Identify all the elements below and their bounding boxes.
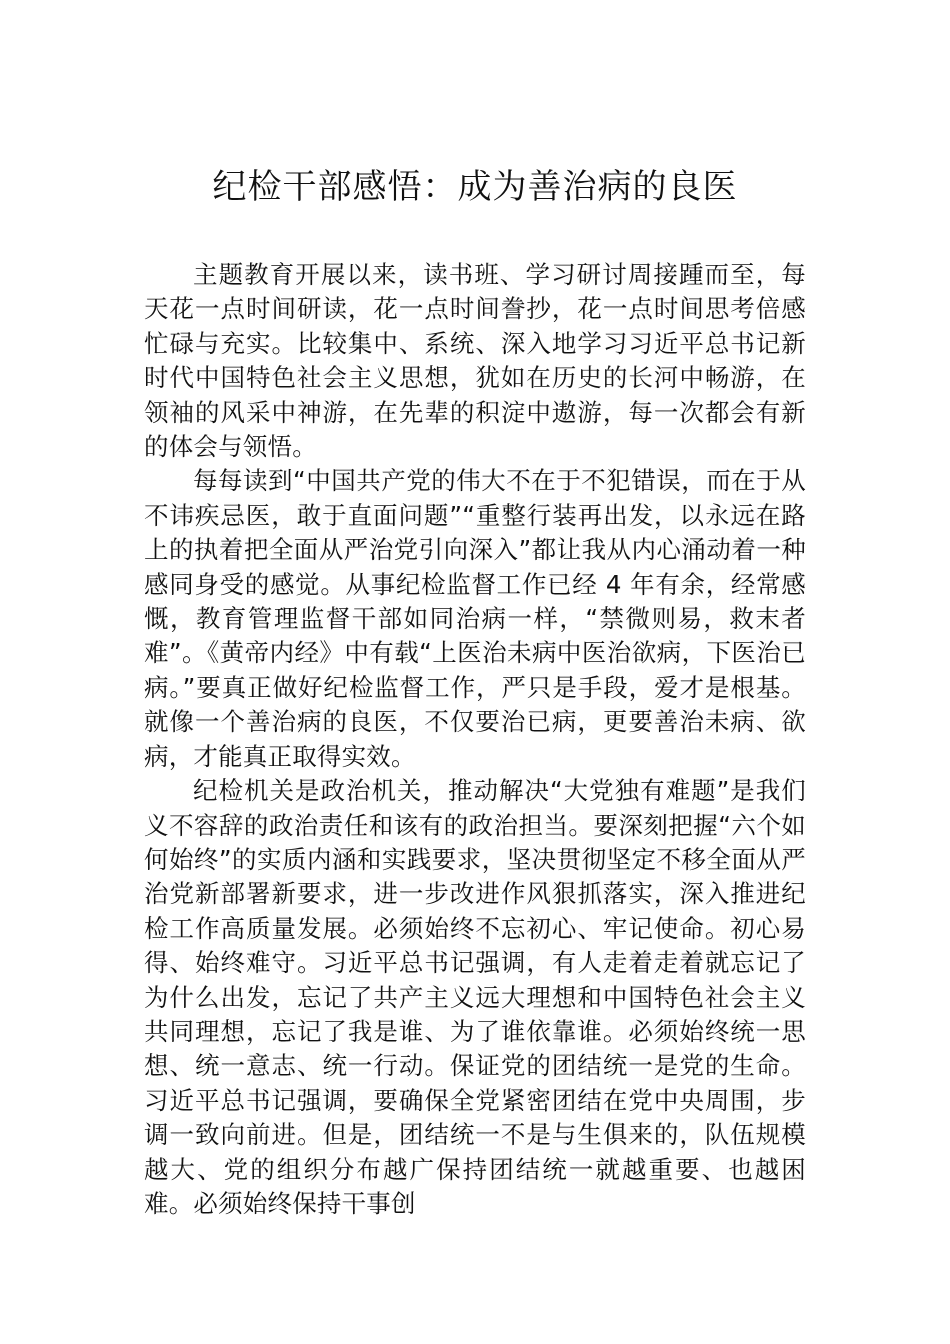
document-title: 纪检干部感悟：成为善治病的良医	[212, 167, 738, 207]
paragraph-3: 纪检机关是政治机关，推动解决“大党独有难题”是我们义不容辞的政治责任和该有的政治担当。要深刻把握“六个如何始终”的实质内涵和实践要求，坚决贯彻坚定不移全面从严治党新部署新要求，进一步改进作风狠抓落实，深入推进纪检工作高质量发展。必须始终不忘初心、牢记使命。初心易得、始终难守。习近平总书记强调，有人走着走着就忘记了为什么出发，忘记了共产主义远大理想和中国特色社会主义共同理想，忘记了我是谁、为了谁依靠谁。必须始终统一思想、统一意志、统一行动。保证党的团结统一是党的生命。习近平总书记强调，要确保全党紧密团结在党中央周围，步调一致向前进。但是，团结统一不是与生俱来的，队伍规模越大、党的组织分布越广保持团结统一就越重要、也越困难。必须始终保持干事创	[144, 776, 806, 1218]
paragraph-2: 每每读到“中国共产党的伟大不在于不犯错误，而在于从不讳疾忌医，敢于直面问题”“重整行装再出发，以永远在路上的执着把全面从严治党引向深入”都让我从内心涌动着一种感同身受的感觉。从事纪检监督工作已经 4 年有余，经常感慨，教育管理监督干部如同治病一样，“禁微则易，救末者难”。《黄帝内经》中有载“上医治未病中医治欲病，下医治已病。”要真正做好纪检监督工作，严只是手段，爱才是根基。就像一个善治病的良医，不仅要治已病，更要善治未病、欲病，才能真正取得实效。	[144, 466, 806, 771]
document-body	[144, 258, 806, 1221]
paragraph-1: 主题教育开展以来，读书班、学习研讨周接踵而至，每天花一点时间研读，花一点时间誊抄，花一点时间思考倍感忙碌与充实。比较集中、系统、深入地学习习近平总书记新时代中国特色社会主义思想，犹如在历史的长河中畅游，在领袖的风采中神游，在先辈的积淀中遨游，每一次都会有新的体会与领悟。	[144, 260, 806, 462]
